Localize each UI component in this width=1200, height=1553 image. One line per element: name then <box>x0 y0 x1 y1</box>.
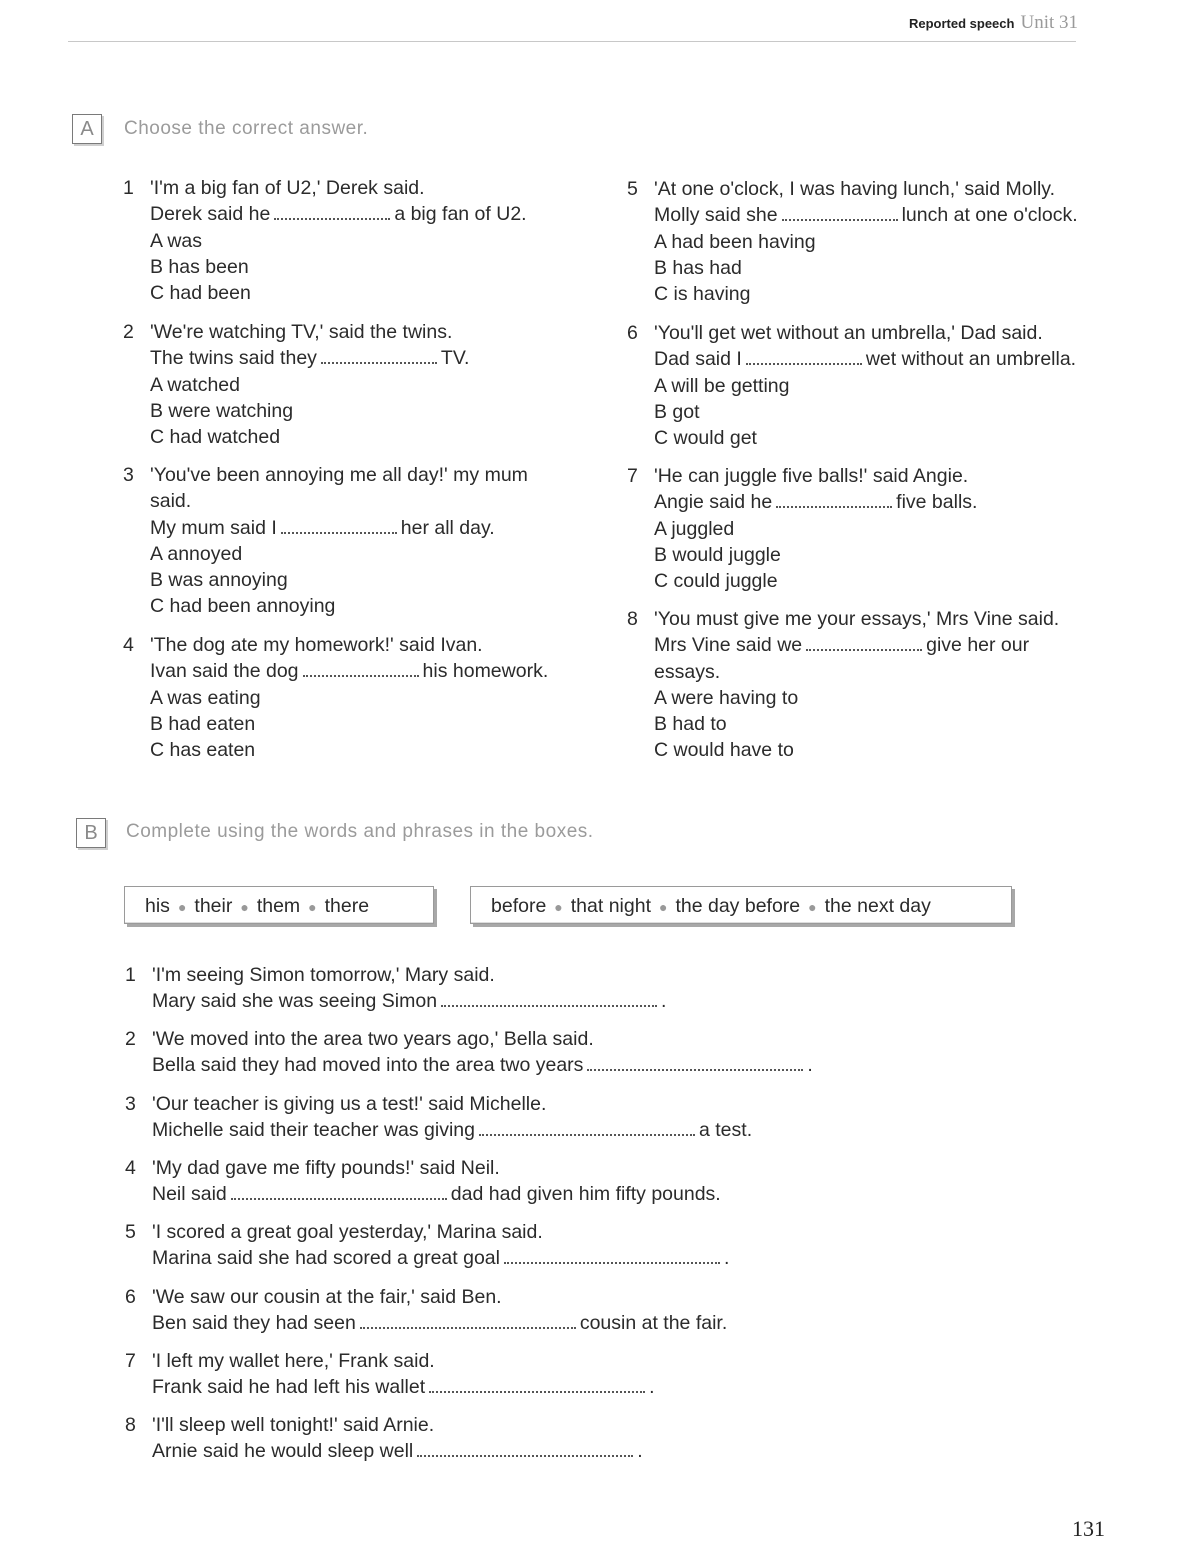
answer-blank[interactable] <box>429 1377 645 1393</box>
option-b[interactable]: B were watching <box>150 399 294 422</box>
exercise-b-item-1 <box>125 962 666 1015</box>
item-quote: 'At one o'clock, I was having lunch,' said Molly. <box>654 178 1055 200</box>
item-number: 3 <box>125 1093 136 1115</box>
item-sentence: Angie said he five balls. <box>654 491 978 514</box>
item-quote: 'I'll sleep well tonight!' said Arnie. <box>152 1414 435 1436</box>
item-quote: 'We're watching TV,' said the twins. <box>150 321 453 343</box>
item-quote: 'I'm seeing Simon tomorrow,' Mary said. <box>152 964 495 986</box>
item-sentence: Neil said dad had given him fifty pounds. <box>152 1183 721 1206</box>
item-number: 8 <box>125 1414 136 1436</box>
option-a[interactable]: A were having to <box>654 686 799 709</box>
answer-blank[interactable] <box>321 348 437 364</box>
item-sentence: Frank said he had left his wallet . <box>152 1376 655 1399</box>
word-his: his <box>145 895 170 917</box>
option-c[interactable]: C had been annoying <box>150 595 336 618</box>
option-c[interactable]: C would get <box>654 427 757 450</box>
answer-blank[interactable] <box>441 991 657 1007</box>
item-quote: 'We saw our cousin at the fair,' said Ben. <box>152 1286 502 1308</box>
item-sentence: My mum said I her all day. <box>150 516 495 539</box>
exercise-a-item-6 <box>627 320 1076 451</box>
item-quote-continued: said. <box>150 490 192 513</box>
item-sentence: Dad said I wet without an umbrella. <box>654 348 1077 371</box>
exercise-b-item-5 <box>125 1219 729 1272</box>
exercise-a-item-3 <box>123 462 528 620</box>
item-quote: 'I left my wallet here,' Frank said. <box>152 1350 435 1372</box>
item-quote: 'My dad gave me fifty pounds!' said Neil. <box>152 1157 500 1179</box>
answer-blank[interactable] <box>504 1248 720 1264</box>
item-number: 3 <box>123 464 134 486</box>
answer-blank[interactable] <box>746 349 862 365</box>
bullet-icon: ● <box>659 898 668 915</box>
item-number: 7 <box>125 1350 136 1372</box>
exercise-b-item-7 <box>125 1348 655 1401</box>
option-a[interactable]: A was <box>150 229 203 252</box>
option-c[interactable]: C would have to <box>654 739 794 762</box>
option-b[interactable]: B has had <box>654 256 742 279</box>
phrase-the-next-day: the next day <box>824 895 931 917</box>
option-a[interactable]: A annoyed <box>150 542 243 565</box>
option-b[interactable]: B was annoying <box>150 569 288 592</box>
item-sentence: Bella said they had moved into the area two years . <box>152 1054 813 1077</box>
section-b-label: B <box>76 818 106 848</box>
option-b[interactable]: B had to <box>654 713 727 736</box>
bullet-icon: ● <box>177 898 187 915</box>
bullet-icon: ● <box>240 898 249 915</box>
answer-blank[interactable] <box>782 205 898 221</box>
item-quote: 'I scored a great goal yesterday,' Marina said. <box>152 1221 543 1243</box>
section-a-label: A <box>72 114 102 144</box>
item-quote: 'You've been annoying me all day!' my mum <box>150 464 528 486</box>
item-sentence: Ben said they had seen cousin at the fair. <box>152 1312 728 1335</box>
option-c[interactable]: C has eaten <box>150 739 256 762</box>
section-a-instruction: Choose the correct answer. <box>124 118 369 139</box>
item-number: 2 <box>125 1028 136 1050</box>
exercise-a-item-4 <box>123 632 548 763</box>
word-them: them <box>256 895 301 917</box>
option-a[interactable]: A was eating <box>150 686 261 709</box>
item-number: 6 <box>125 1286 136 1308</box>
word-box-time-phrases <box>470 886 1012 924</box>
phrase-before: before <box>491 895 547 917</box>
word-there: there <box>324 895 370 917</box>
item-sentence: Mary said she was seeing Simon . <box>152 990 667 1013</box>
option-c[interactable]: C is having <box>654 283 751 306</box>
exercise-b-item-3 <box>125 1091 752 1144</box>
item-quote: 'He can juggle five balls!' said Angie. <box>654 465 969 487</box>
item-quote: 'We moved into the area two years ago,' Bella said. <box>152 1028 594 1050</box>
phrase-the-day-before: the day before <box>675 895 801 917</box>
answer-blank[interactable] <box>303 661 419 677</box>
answer-blank[interactable] <box>417 1441 633 1457</box>
header-unit: Unit 31 <box>1020 12 1078 33</box>
item-number: 5 <box>627 178 638 200</box>
item-number: 2 <box>123 321 134 343</box>
option-a[interactable]: A juggled <box>654 517 735 540</box>
option-a[interactable]: A will be getting <box>654 374 790 397</box>
item-number: 4 <box>123 634 134 656</box>
running-header <box>909 12 1078 34</box>
header-section-title: Reported speech <box>908 16 1015 31</box>
phrase-that-night: that night <box>570 895 651 917</box>
item-sentence: Michelle said their teacher was giving a test. <box>152 1119 753 1142</box>
item-number: 1 <box>125 964 136 986</box>
item-sentence: Mrs Vine said we give her our <box>654 634 1030 657</box>
option-c[interactable]: C had been <box>150 282 251 305</box>
exercise-b-item-4 <box>125 1155 721 1208</box>
item-number: 4 <box>125 1157 136 1179</box>
item-sentence-continued: essays. <box>654 660 721 683</box>
item-sentence: Arnie said he would sleep well . <box>152 1440 643 1463</box>
item-sentence: Derek said he a big fan of U2. <box>150 203 527 226</box>
answer-blank[interactable] <box>776 492 892 508</box>
item-number: 8 <box>627 608 638 630</box>
answer-blank[interactable] <box>479 1120 695 1136</box>
item-sentence: Molly said she lunch at one o'clock. <box>654 204 1078 227</box>
item-quote: 'The dog ate my homework!' said Ivan. <box>150 634 483 656</box>
item-number: 6 <box>627 322 638 344</box>
exercise-a-item-1 <box>123 175 527 306</box>
option-c[interactable]: C could juggle <box>654 570 778 593</box>
exercise-a-item-8 <box>627 606 1059 764</box>
item-number: 5 <box>125 1221 136 1243</box>
option-a[interactable]: A watched <box>150 373 240 396</box>
item-quote: 'Our teacher is giving us a test!' said Michelle. <box>152 1093 547 1115</box>
bullet-icon: ● <box>554 898 563 915</box>
option-b[interactable]: B has been <box>150 255 249 278</box>
header-rule <box>68 41 1076 42</box>
word-box-pronouns <box>124 886 434 924</box>
word-their: their <box>194 895 233 917</box>
item-sentence: Ivan said the dog his homework. <box>150 660 549 683</box>
option-b[interactable]: B would juggle <box>654 543 781 566</box>
option-c[interactable]: C had watched <box>150 426 281 449</box>
item-quote: 'I'm a big fan of U2,' Derek said. <box>150 177 425 199</box>
exercise-b-item-8 <box>125 1412 643 1465</box>
page-number: 131 <box>1072 1516 1105 1541</box>
item-sentence: The twins said they TV. <box>150 347 470 370</box>
exercise-b-item-2 <box>125 1026 813 1079</box>
bullet-icon: ● <box>808 898 817 915</box>
section-b-instruction: Complete using the words and phrases in the boxes. <box>126 821 594 842</box>
answer-blank[interactable] <box>806 635 922 651</box>
bullet-icon: ● <box>308 898 317 915</box>
answer-blank[interactable] <box>587 1055 803 1071</box>
exercise-a-item-5 <box>627 176 1078 307</box>
answer-blank[interactable] <box>274 204 390 220</box>
answer-blank[interactable] <box>281 518 397 534</box>
answer-blank[interactable] <box>231 1184 447 1200</box>
item-quote: 'You must give me your essays,' Mrs Vine said. <box>654 608 1060 630</box>
item-sentence: Marina said she had scored a great goal . <box>152 1247 730 1270</box>
option-b[interactable]: B got <box>654 400 700 423</box>
option-a[interactable]: A had been having <box>654 230 816 253</box>
option-b[interactable]: B had eaten <box>150 712 256 735</box>
answer-blank[interactable] <box>360 1313 576 1329</box>
exercise-a-item-2 <box>123 319 469 450</box>
item-number: 7 <box>627 465 638 487</box>
item-quote: 'You'll get wet without an umbrella,' Dad said. <box>654 322 1043 344</box>
exercise-a-item-7 <box>627 463 977 594</box>
exercise-b-item-6 <box>125 1284 727 1337</box>
item-number: 1 <box>123 177 134 199</box>
